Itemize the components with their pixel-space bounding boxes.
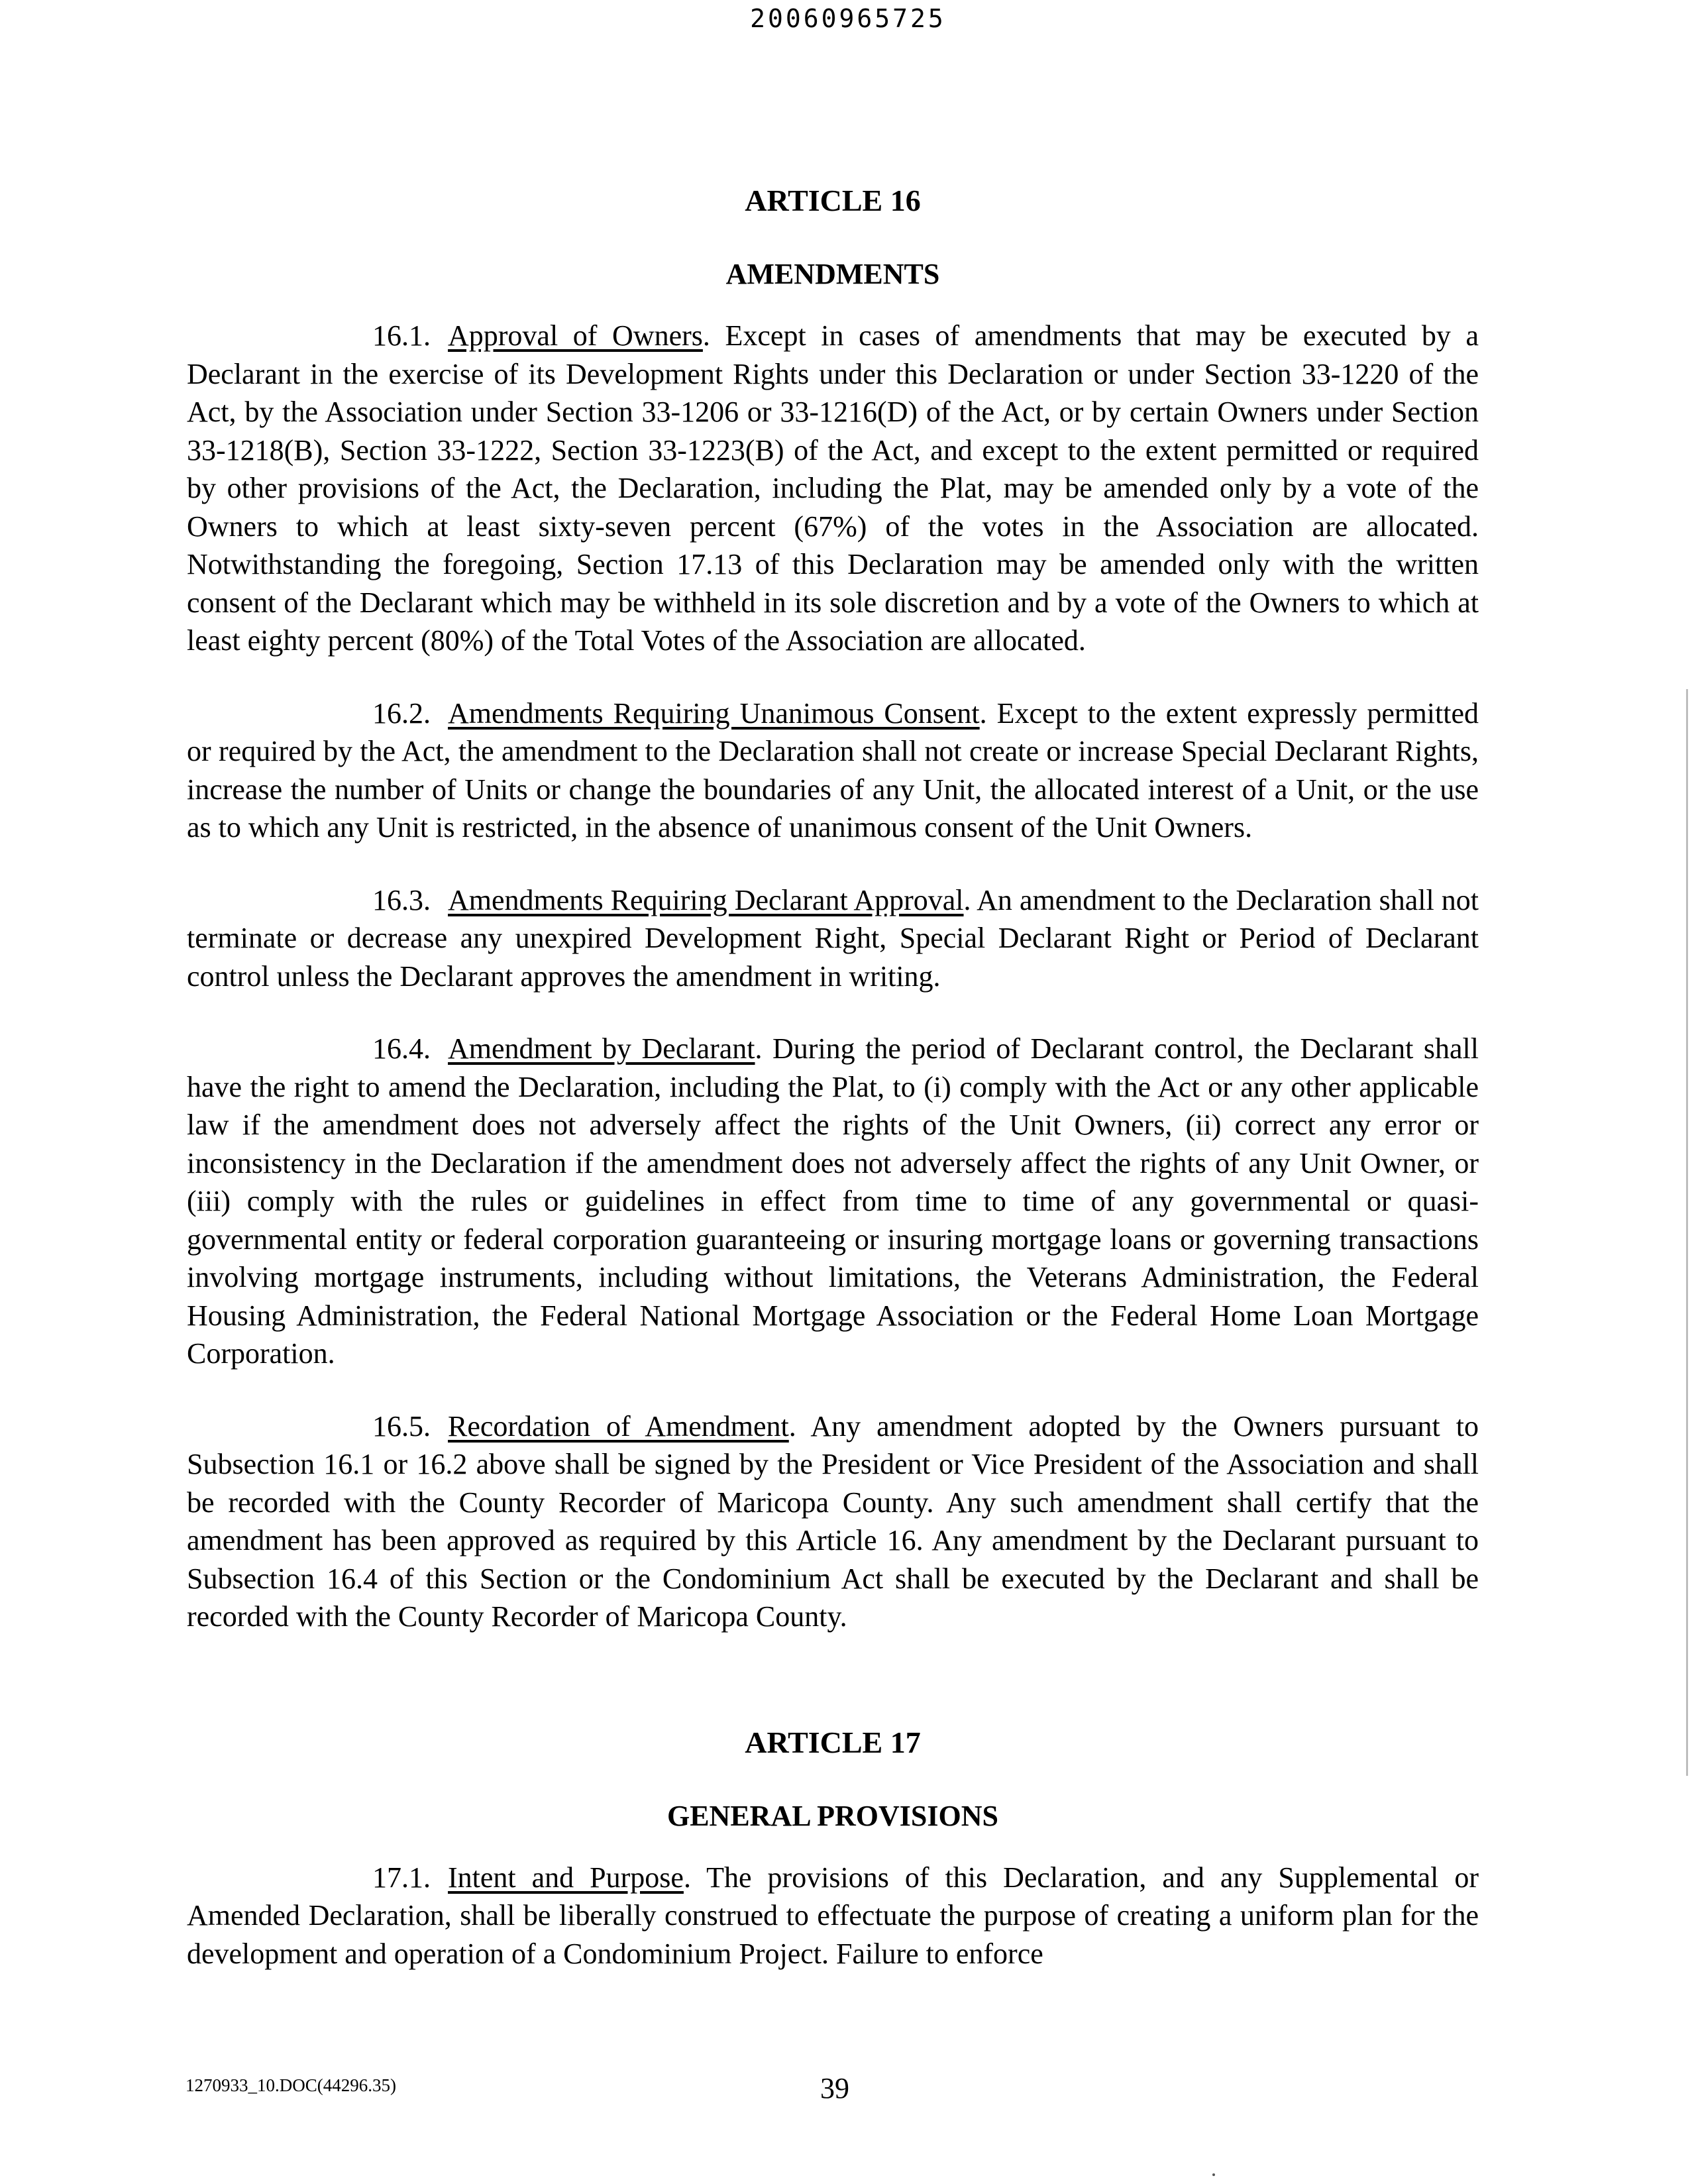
- section-number: 16.1.: [372, 319, 431, 352]
- scan-margin-line: [1686, 689, 1688, 1776]
- section-text: . The provisions of this Declaration, and any Supplemental or Amended Declaration, shall be liberally construed to effectuate the purpose of creating a uniform plan for the development and operation of a Condominium Project. Failure to enforce: [187, 1861, 1479, 1970]
- section-caption: Amendments Requiring Declarant Approval: [448, 883, 964, 916]
- section-16-2: [187, 694, 1479, 847]
- section-17-1: [187, 1859, 1479, 1973]
- article-17-heading: ARTICLE 17: [745, 1725, 921, 1759]
- section-caption: Recordation of Amendment: [448, 1409, 789, 1443]
- section-caption: Approval of Owners: [448, 319, 703, 352]
- section-text: . During the period of Declarant control, the Declarant shall have the right to amend the Declaration, including the Plat, to (i) comply with the Act or any other applicable law if the amendment does not adversely affect the rights of the Unit Owners, (ii) correct any error or inconsistency in the Declaration if the amendment does not adversely affect the rights of any Unit Owner, or (iii) comply with the rules or guidelines in effect from time to time of any governmental or quasi-governmental entity or federal corporation guaranteeing or insuring mortgage loans or governing transactions involving mortgage instruments, including without limitations, the Veterans Administration, the Federal Housing Administration, the Federal National Mortgage Association or the Federal Home Loan Mortgage Corporation.: [187, 1032, 1479, 1370]
- section-16-5: [187, 1407, 1479, 1636]
- section-text: . Any amendment adopted by the Owners pursuant to Subsection 16.1 or 16.2 above shall be signed by the President or Vice President of the Association and shall be recorded with the County Recorder of Maricopa County. Any such amendment shall certify that the amendment has been approved as required by this Article 16. Any amendment by the Declarant pursuant to Subsection 16.4 of this Section or the Condominium Act shall be executed by the Declarant and shall be recorded with the County Recorder of Maricopa County.: [187, 1409, 1479, 1633]
- section-number: 16.2.: [372, 696, 431, 730]
- section-16-4: [187, 1030, 1479, 1373]
- section-caption: Intent and Purpose: [448, 1861, 684, 1894]
- article-17-title: GENERAL PROVISIONS: [666, 1799, 998, 1832]
- scan-speck: [1212, 2173, 1215, 2176]
- article-16-title: AMENDMENTS: [725, 258, 940, 290]
- section-16-3: [187, 881, 1479, 996]
- document-number: 20060965725: [750, 4, 946, 33]
- section-spacer: [187, 1670, 1479, 1727]
- section-text: . Except in cases of amendments that may be executed by a Declarant in the exercise of its Development Rights under this Declaration or under Section 33-1220 of the Act, by the Association under Section 33-1206 or 33-1216(D) of the Act, or by certain Owners under Section 33-1218(B), Section 33-1222, Section 33-1223(B) of the Act, and except to the extent permitted or required by other provisions of the Act, the Declaration, including the Plat, may be amended only by a vote of the Owners to which at least sixty-seven percent (67%) of the votes in the Association are allocated. Notwithstanding the foregoing, Section 17.13 of this Declaration may be amended only with the written consent of the Declarant which may be withheld in its sole discretion and by a vote of the Owners to which at least eighty percent (80%) of the Total Votes of the Association are allocated.: [187, 319, 1479, 657]
- section-caption: Amendments Requiring Unanimous Consent: [448, 696, 980, 730]
- page-number: 39: [820, 2072, 849, 2104]
- section-number: 16.5.: [372, 1409, 431, 1443]
- section-number: 16.3.: [372, 883, 431, 916]
- document-body: [187, 186, 1479, 2007]
- section-text: . An amendment to the Declaration shall not terminate or decrease any unexpired Development Right, Special Declarant Right or Period of Declarant control unless the Declarant approves the amendment in writing.: [187, 883, 1479, 993]
- section-16-1: [187, 317, 1479, 660]
- article-16-heading: ARTICLE 16: [745, 184, 921, 217]
- section-number: 16.4.: [372, 1032, 431, 1065]
- section-caption: Amendment by Declarant: [448, 1032, 755, 1065]
- section-text: . Except to the extent expressly permitted or required by the Act, the amendment to the Declaration shall not create or increase Special Declarant Rights, increase the number of Units or change the boundaries of any Unit, the allocated interest of a Unit, or the use as to which any Unit is restricted, in the absence of unanimous consent of the Unit Owners.: [187, 696, 1479, 844]
- section-number: 17.1.: [372, 1861, 431, 1894]
- footer-file-id: 1270933_10.DOC(44296.35): [186, 2075, 396, 2095]
